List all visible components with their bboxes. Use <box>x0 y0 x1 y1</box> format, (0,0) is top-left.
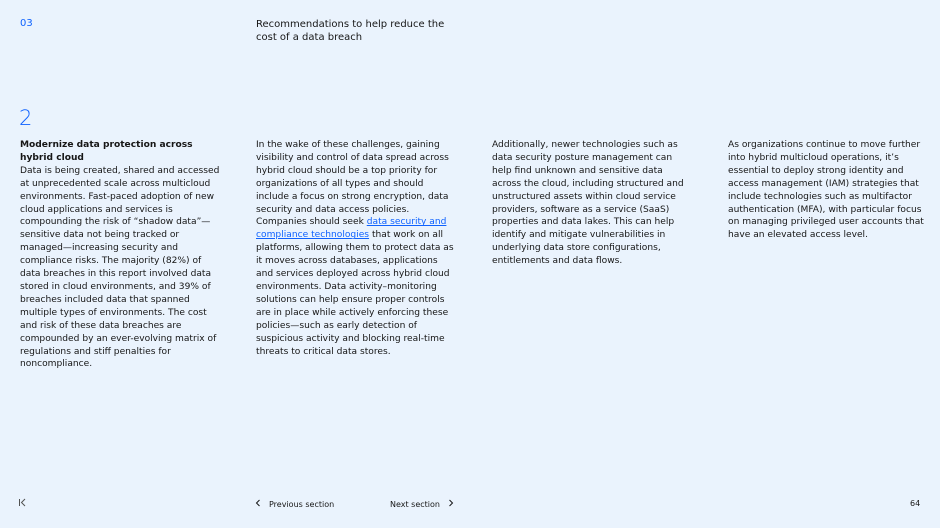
column-2-body <box>256 139 456 358</box>
next-section-button[interactable] <box>390 499 454 510</box>
column-3 <box>492 139 692 268</box>
chevron-left-icon <box>255 499 261 510</box>
column-1-body: Data is being created, shared and accessed at unprecedented scale across multicloud environments. Fast-paced adoption of new cloud applications and services is compounding the risk of “shadow data”—sensitive data not being tracked or managed—increasing security and compliance risks. The majority (82%) of data breaches in this report involved data stored in cloud environments, and 39% of breaches included data that spanned multiple types of environments. The cost and risk of these data breaches are compounded by an ever-evolving matrix of regulations and stiff penalties for noncompliance. <box>20 165 220 370</box>
section-heading: Modernize data protection across hybrid cloud <box>20 140 193 163</box>
previous-section-button[interactable] <box>255 499 334 510</box>
column-2-text-before: In the wake of these challenges, gaining visibility and control of data spread across hybrid cloud should be a top priority for organizations of all types and should include a focus on strong encryption, data security and data access policies. Companies should seek <box>256 140 449 228</box>
column-2-text-after: that work on all platforms, allowing them to protect data as it moves across databases, applications and services deployed across hybrid cloud environments. Data activity–monitoring solutions can help ensure proper controls are in place while actively enforcing these policies—such as early detection of suspicious activity and blocking real-time threats to critical data stores. <box>256 230 454 357</box>
column-3-body: Additionally, newer technologies such as data security posture management can help find unknown and sensitive data across the cloud, including structured and unstructured assets within cloud service providers, software as a service (SaaS) properties and data lakes. This can help identify and mitigate vulnerabilities in underlying data store configurations, entitlements and data flows. <box>492 140 684 267</box>
page-header-title: Recommendations to help reduce the cost of a data breach <box>256 19 445 43</box>
data-security-link[interactable]: data security and compliance technologies <box>256 217 447 241</box>
recommendation-number: 2 <box>19 106 33 130</box>
column-2 <box>256 139 456 358</box>
column-4 <box>728 139 924 242</box>
first-page-icon[interactable] <box>18 498 27 507</box>
column-1 <box>20 139 220 371</box>
column-4-body: As organizations continue to move further into hybrid multicloud operations, it’s essential to deploy strong identity and access management (IAM) strategies that include technologies such as multifactor authentication (MFA), with particular focus on managing privileged user accounts that have an elevated access level. <box>728 140 924 241</box>
chevron-right-icon <box>448 499 454 510</box>
next-section-label: Next section <box>390 500 440 509</box>
section-number: 03 <box>20 18 33 29</box>
previous-section-label: Previous section <box>269 500 335 509</box>
first-page-glyph <box>18 498 27 507</box>
page-number: 64 <box>910 499 921 508</box>
